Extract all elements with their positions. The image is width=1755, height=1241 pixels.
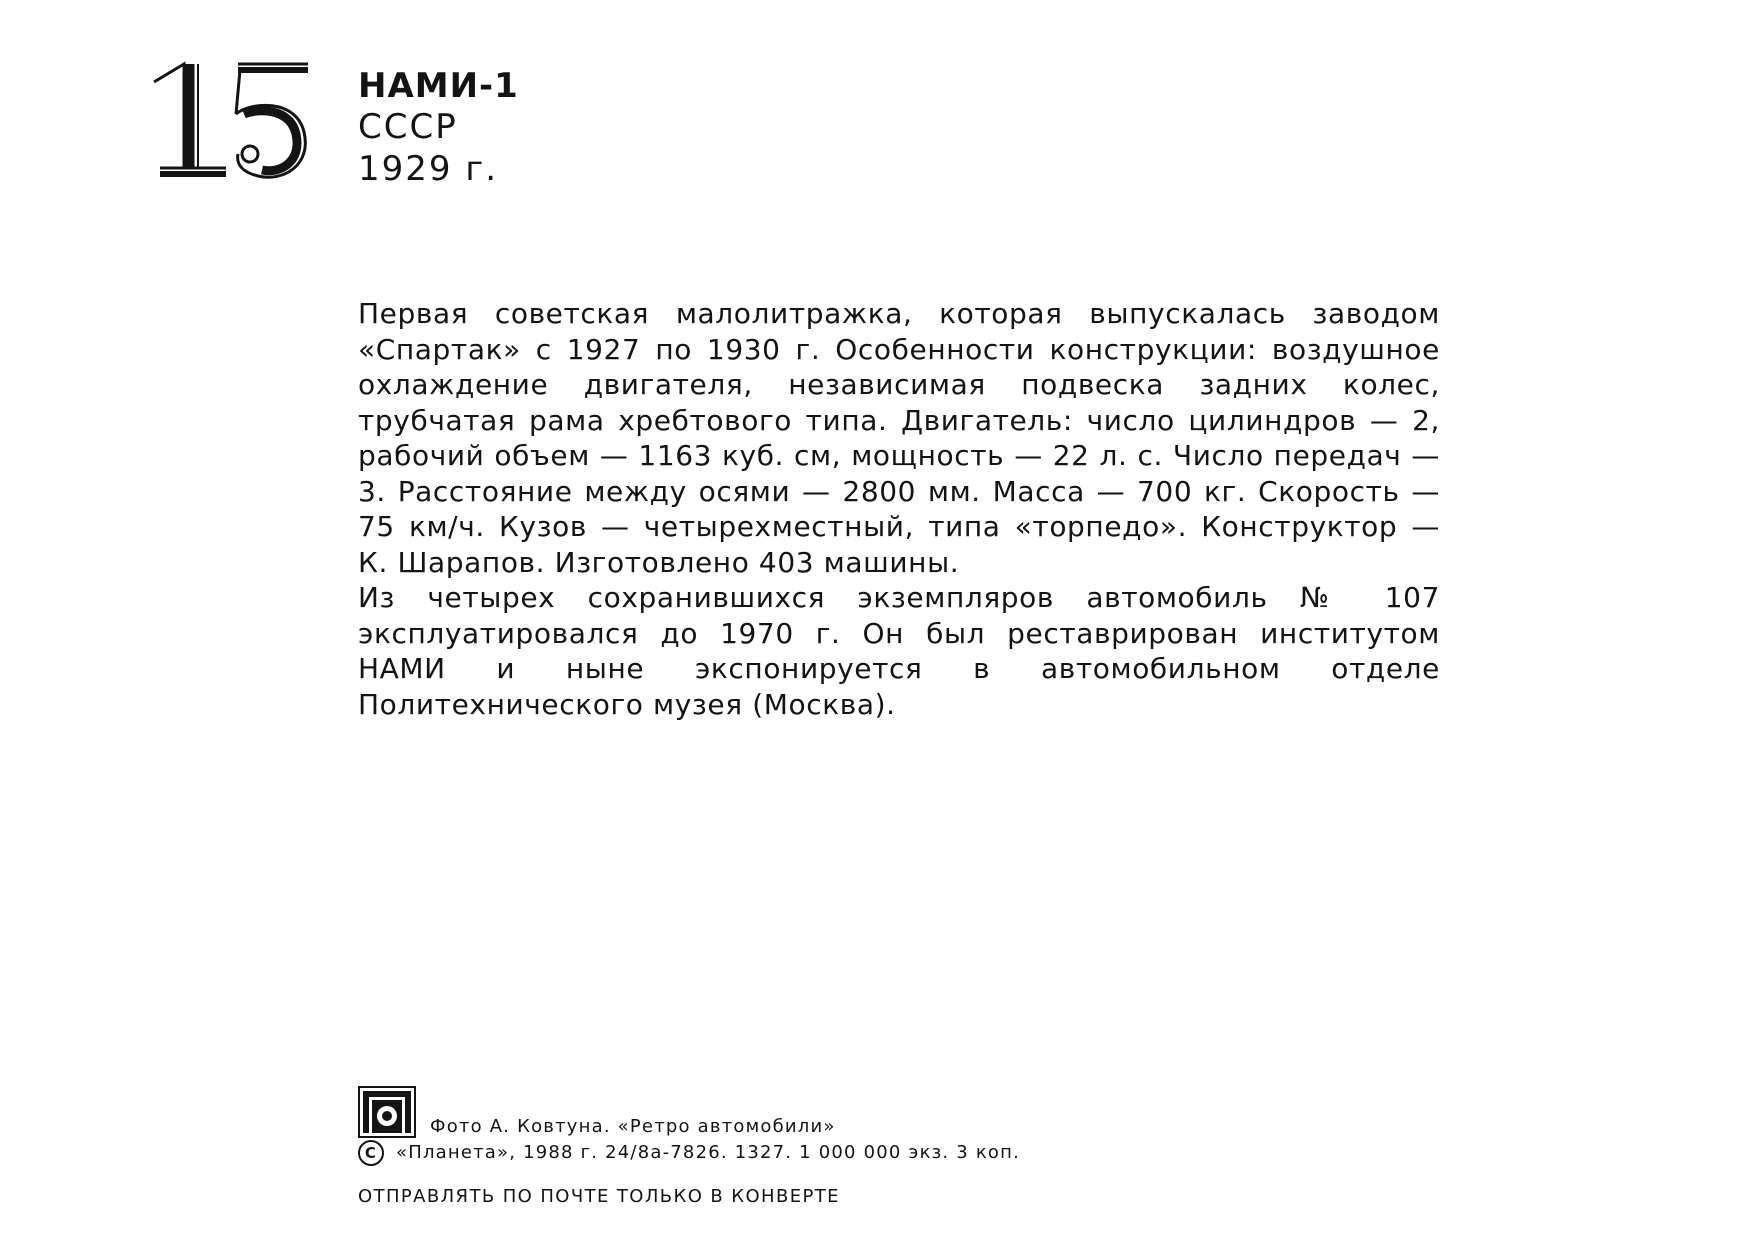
car-description [358, 296, 1440, 722]
publication-info [358, 1140, 1020, 1166]
mail-note: ОТПРАВЛЯТЬ ПО ПОЧТЕ ТОЛЬКО В КОНВЕРТЕ [358, 1186, 840, 1207]
description-paragraph: Из четырех сохранившихся экземпляров автомобиль № 107 эксплуатировался до 1970 г. Он был реставрирован институтом НАМИ и ныне экспонируется в автомобильном отделе Политехнического музея (Москва). [358, 581, 1440, 721]
planeta-logo-icon [358, 1086, 416, 1138]
description-paragraph: Первая советская малолитражка, которая выпускалась заводом «Спартак» с 1927 по 1930 г. Особенности конструкции: воздушное охлаждение двигателя, независимая подвеска задних колес, трубчатая рама хребтового типа. Двигатель: число цилиндров — 2, рабочий объем — 1163 куб. см, мощность — 22 л. с. Число передач — 3. Расстояние между осями — 2800 мм. Масса — 700 кг. Скорость — 75 км/ч. Кузов — четырехместный, типа «торпедо». Конструктор — К. Шарапов. Изготовлено 403 машины. [358, 297, 1440, 579]
copyright-icon: C [358, 1140, 384, 1166]
publication-text: «Планета», 1988 г. 24/8а-7826. 1327. 1 000 000 экз. 3 коп. [396, 1142, 1021, 1163]
photo-credits: Фото А. Ковтуна. «Ретро автомобили» [430, 1116, 836, 1137]
car-year: 1929 г. [358, 149, 499, 189]
car-country: СССР [358, 107, 458, 147]
car-title: НАМИ-1 [358, 66, 519, 106]
card-heading [358, 66, 519, 190]
card-number [146, 42, 316, 192]
